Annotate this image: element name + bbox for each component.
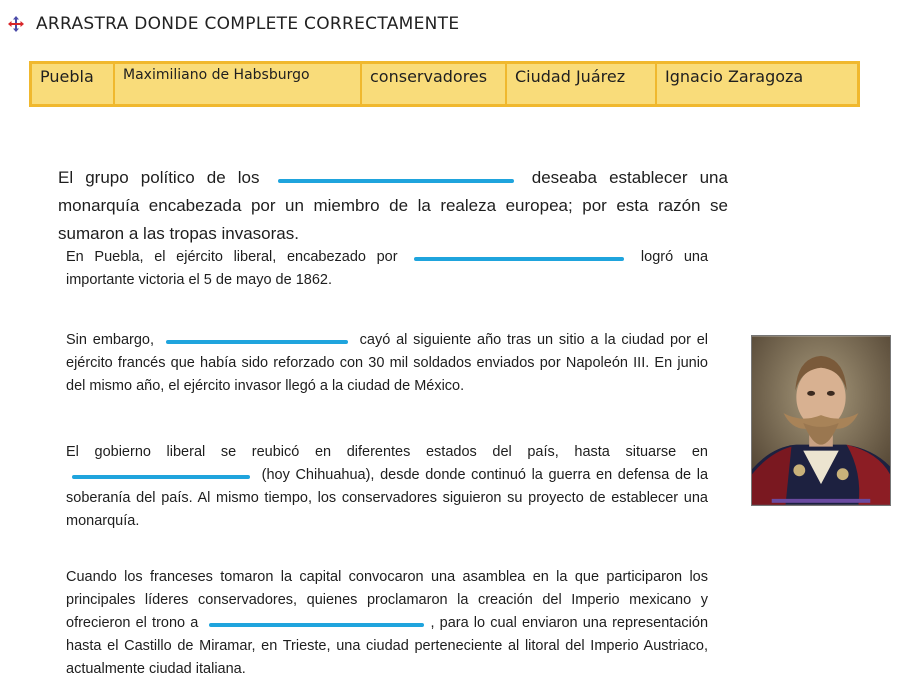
paragraph-2-after: logró una importante victoria el 5 de mayo de 1862.: [66, 249, 709, 288]
drop-target-4[interactable]: [72, 475, 250, 479]
word-chip-ciudad-juarez[interactable]: Ciudad Juárez: [507, 64, 657, 104]
paragraph-2-before: En Puebla, el ejército liberal, encabezado por: [66, 249, 398, 265]
instruction-text: ARRASTRA DONDE COMPLETE CORRECTAMENTE: [36, 14, 460, 34]
paragraph-2: [66, 246, 708, 292]
instruction-header: [8, 14, 459, 34]
word-bank: [29, 61, 860, 107]
move-arrows-icon: [8, 16, 24, 32]
paragraph-1-before: El grupo político de los: [58, 168, 260, 187]
paragraph-3: [66, 329, 708, 398]
paragraph-5-after: , para lo cual enviaron una representación hasta el Castillo de Miramar, en Trieste, una ciudad perteneciente al litoral del Imperio Austriaco, actualmente ciudad italiana.: [66, 615, 709, 677]
paragraph-3-before: Sin embargo,: [66, 332, 155, 348]
drop-target-3[interactable]: [166, 340, 348, 344]
paragraph-5: [66, 566, 708, 681]
word-chip-conservadores[interactable]: conservadores: [362, 64, 507, 104]
word-chip-ignacio-zaragoza[interactable]: Ignacio Zaragoza: [665, 67, 804, 86]
paragraph-3-after: cayó al siguiente año tras un sitio a la ciudad por el ejército francés que había sido reforzado con 30 mil soldados enviados por Napoleón III. En junio del mismo año, el ejército invasor llegó a la ciudad de México.: [66, 332, 709, 394]
portrait-image: [751, 335, 891, 506]
paragraph-5-before: Cuando los franceses tomaron la capital convocaron una asamblea en la que participaron los principales líderes conservadores, quienes proclamaron la creación del Imperio mexicano y ofrecieron el trono a: [66, 569, 708, 631]
drop-target-2[interactable]: [414, 257, 624, 261]
paragraph-4-before: El gobierno liberal se reubicó en diferentes estados del país, hasta situarse en: [66, 444, 708, 460]
paragraph-4-after: (hoy Chihuahua), desde donde continuó la guerra en defensa de la soberanía del país. Al mismo tiempo, los conservadores siguieron su proyecto de establecer una monarquía.: [66, 467, 709, 529]
word-chip-puebla[interactable]: Puebla: [32, 64, 115, 104]
paragraph-1: [58, 164, 728, 248]
drop-target-5[interactable]: [209, 623, 424, 627]
drop-target-1[interactable]: [278, 179, 514, 183]
paragraph-1-after: deseaba establecer una monarquía encabezada por un miembro de la realeza europea; por esta razón se sumaron a las tropas invasoras.: [58, 168, 728, 243]
word-chip-maximiliano[interactable]: Maximiliano de Habsburgo: [115, 64, 362, 104]
paragraph-4: [66, 441, 708, 533]
